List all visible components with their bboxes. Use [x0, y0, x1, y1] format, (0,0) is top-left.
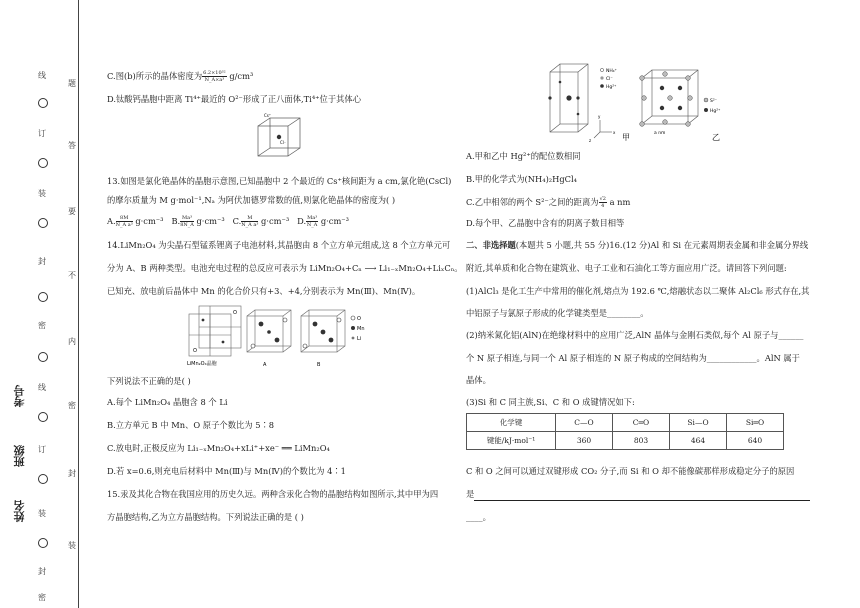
option-d-line: D.钛酸钙晶胞中距离 Ti⁴⁺最近的 O²⁻形成了正八面体,Ti⁴⁺位于其体心	[107, 94, 362, 104]
legend-li: Li	[357, 336, 362, 342]
option-text: C.乙中相邻的两个 S²⁻之间的距离为	[466, 197, 599, 207]
fraction	[599, 196, 607, 209]
cell-label: LiMn₂O₄晶胞	[187, 361, 217, 367]
q13-line-1: 13.如图是氯化铯晶体的晶胞示意图,已知晶胞中 2 个最近的 Cs⁺核间距为 a cm,氯化铯(CsCl)	[107, 176, 452, 186]
unit-a-label: A	[263, 362, 267, 368]
denominator: N_A a³	[115, 222, 133, 228]
binding-char: 装	[38, 509, 46, 518]
axis-x: x	[613, 130, 616, 135]
numerator: √2	[599, 196, 606, 202]
binding-char: 密	[38, 321, 46, 330]
table-cell: 464	[670, 432, 727, 450]
q14-line-1: 14.LiMn₂O₄ 为尖晶石型锰系锂离子电池材料,其晶胞由 8 个立方单元组成,这 8 个立方单元可	[107, 240, 451, 250]
denominator: 8N_A	[180, 222, 194, 228]
class-field[interactable]: 班级	[13, 445, 26, 467]
legend-nh4: NH₄⁺	[606, 69, 617, 74]
denominator: N_A a³	[241, 222, 259, 228]
numerator: Ma³	[181, 215, 193, 221]
numerator: M	[241, 215, 258, 222]
q15-option-c	[466, 196, 630, 209]
bond-energy-table	[466, 413, 784, 450]
table-header: C—O	[556, 414, 613, 432]
table-header: Si—O	[670, 414, 727, 432]
binding-char: 内	[68, 337, 76, 346]
q16-line-3[interactable]: 中铝原子与氯原子形成的化学键类型是________。	[466, 308, 649, 318]
table-header: Si═O	[727, 414, 784, 432]
mercury-compound-diagram	[540, 58, 730, 146]
binding-char: 装	[38, 189, 46, 198]
unit-text: g·cm⁻³	[261, 216, 290, 226]
opt-letter: C.	[232, 216, 242, 226]
q14-option-c: C.放电时,正极反应为 Li₁₋ₓMn₂O₄+xLi⁺+xe⁻ ══ LiMn₂O₄	[107, 443, 330, 453]
binding-char: 订	[38, 129, 46, 138]
section-title: 二、非选择题	[466, 240, 516, 250]
unit-b-label: B	[317, 362, 321, 368]
numerator: Ma³	[307, 215, 318, 221]
table-row	[467, 414, 784, 432]
table-cell: 360	[556, 432, 613, 450]
legend-cl: Cl⁻	[606, 77, 613, 82]
binding-char: 密	[38, 593, 46, 602]
q15-option-a: A.甲和乙中 Hg²⁺的配位数相同	[466, 151, 581, 161]
unit-text: g·cm⁻³	[320, 216, 350, 226]
unit-text: g·cm⁻³	[135, 216, 164, 226]
a-nm-label: a nm	[654, 131, 666, 136]
jia-label: 甲	[622, 133, 630, 142]
q15-line-1: 15.汞及其化合物在我国应用的历史久远。两种含汞化合物的晶胞结构如图所示,其中甲为四	[107, 489, 439, 499]
section-2-heading	[466, 241, 808, 251]
q14-option-a: A.每个 LiMn₂O₄ 晶胞含 8 个 Li	[107, 397, 228, 407]
q16-line-7: (3)Si 和 C 同主族,Si、C 和 O 成键情况如下:	[466, 397, 635, 407]
q16-line-4[interactable]: (2)纳米氮化铝(AlN)在绝缘材料中的应用广泛,AlN 晶体与金刚石类似,每个 Al 原子与______	[466, 330, 804, 340]
q15-line-2: 方晶胞结构,乙为立方晶胞结构。下列说法正确的是 ( )	[107, 512, 304, 522]
q16-line-1: 附近,其单质和化合物在建筑业、电子工业和石油化工等方面应用广泛。请回答下列问题:	[466, 263, 787, 273]
q14-option-b: B.立方单元 B 中 Mn、O 原子个数比为 5∶8	[107, 420, 275, 430]
binding-char: 答	[68, 141, 76, 150]
binding-char: 密	[68, 401, 76, 410]
q15-option-b: B.甲的化学式为(NH₄)₂HgCl₄	[466, 174, 578, 184]
unit-text: g/cm³	[229, 71, 254, 81]
q16-after-1: C 和 O 之间可以通过双键形成 CO₂ 分子,而 Si 和 O 却不能像碳那样形成稳定分子的原因	[466, 466, 795, 476]
q16-after-3[interactable]: ____。	[466, 512, 491, 522]
legend-hg-2: Hg²⁺	[710, 109, 721, 114]
unit-text: g·cm⁻³	[196, 216, 225, 226]
legend-hg: Hg²⁺	[606, 85, 617, 90]
legend-s: S²⁻	[710, 99, 718, 104]
section-rest: (本题共 5 小题,共 55 分)16.(12 分)Al 和 Si 在元素周期表金属和非金属分界线	[515, 240, 809, 250]
table-row	[467, 432, 784, 450]
binding-char: 线	[38, 71, 46, 80]
binding-char: 封	[38, 257, 46, 266]
denominator: N_A×a³	[204, 77, 225, 83]
legend-mn: Mn	[357, 326, 365, 332]
q14-line-2: 分为 A、B 两种类型。电池充电过程的总反应可表示为 LiMn₂O₄+Cₙ ⟶ Li₁₋ₓMn₂O₄+LiₓCₙ。	[107, 263, 463, 273]
numerator: 8M	[116, 215, 133, 222]
binding-char: 要	[68, 207, 76, 216]
exam-number-field[interactable]: 考号	[13, 385, 26, 407]
table-cell: 640	[727, 432, 784, 450]
q14-option-d: D.若 x=0.6,则充电后材料中 Mn(Ⅲ)与 Mn(Ⅳ)的个数比为 4∶1	[107, 466, 346, 476]
binding-char: 装	[68, 541, 76, 550]
q13-line-2: 的摩尔质量为 M g·mol⁻¹,Nₐ 为阿伏加德罗常数的值,则氯化铯晶体的密度为( )	[107, 195, 396, 205]
axis-y: y	[598, 114, 601, 119]
cs-label: Cs⁺	[264, 113, 271, 118]
name-field[interactable]: 姓名	[13, 500, 26, 522]
option-text: C.图(b)所示的晶体密度为	[107, 71, 203, 81]
option-text: a nm	[609, 197, 631, 207]
denominator: N_A	[306, 222, 318, 228]
cl-label: Cl⁻	[280, 140, 287, 145]
binding-char: 封	[38, 567, 46, 576]
opt-letter: D.	[297, 216, 307, 226]
binding-char: 订	[38, 445, 46, 454]
numerator: 6.2×10³²	[203, 70, 226, 76]
binding-char: 线	[38, 383, 46, 392]
binding-char: 题	[68, 79, 76, 88]
answer-prefix: 是	[466, 489, 475, 499]
legend-o: O	[357, 316, 361, 322]
table-header: C═O	[613, 414, 670, 432]
table-row-label: 键能/kJ·mol⁻¹	[467, 432, 556, 450]
opt-letter: B.	[171, 216, 181, 226]
binding-char: 封	[68, 469, 76, 478]
q16-line-5[interactable]: 个 N 原子相连,与同一个 Al 原子相连的 N 原子构成的空间结构为____________。AlN 属于	[466, 353, 800, 363]
q15-option-d: D.每个甲、乙晶胞中含有的阴离子数目相等	[466, 218, 625, 228]
yi-label: 乙	[712, 133, 720, 142]
table-cell: 803	[613, 432, 670, 450]
q14-stem: 下列说法不正确的是( )	[107, 376, 191, 386]
q16-line-2: (1)AlCl₃ 是化工生产中常用的催化剂,熔点为 192.6 ℃,熔融状态以二聚体 Al₂Cl₆ 形式存在,其	[466, 286, 810, 296]
opt-letter: A.	[107, 216, 116, 226]
q16-line-6: 晶体。	[466, 375, 491, 385]
binding-char: 不	[68, 271, 76, 280]
denominator: 4	[601, 203, 605, 209]
q14-line-3: 已知充、放电前后晶体中 Mn 的化合价只有+3、+4,分别表示为 Mn(Ⅲ)、Mn(Ⅳ)。	[107, 286, 421, 296]
axis-z: z	[589, 138, 592, 143]
table-header: 化学键	[467, 414, 556, 432]
